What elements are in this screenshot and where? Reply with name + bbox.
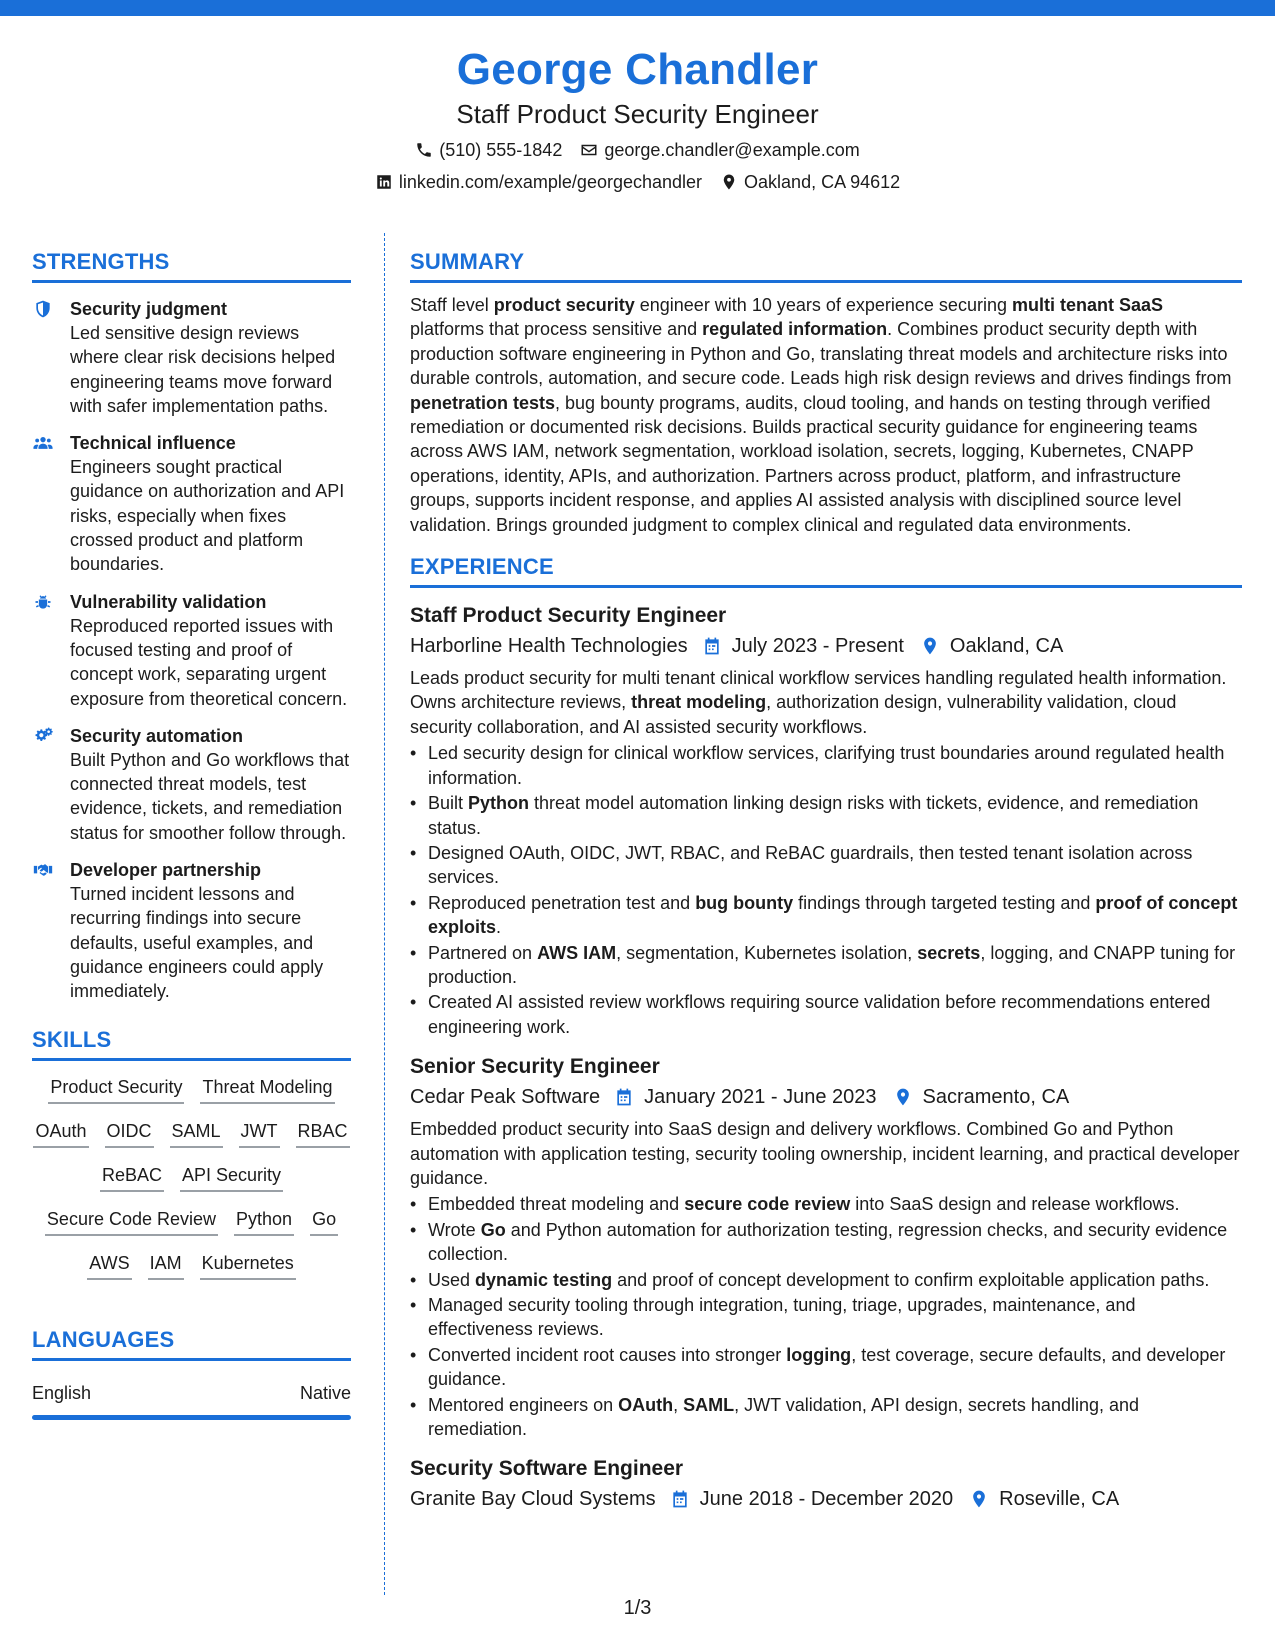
job-bullet: • Partnered on AWS IAM, segmentation, Kubernetes isolation, secrets, logging, and CNAPP tuning for production. — [410, 941, 1242, 990]
users-icon — [32, 433, 54, 453]
email-text: george.chandler@example.com — [604, 140, 860, 160]
bold-text: penetration tests — [410, 392, 556, 413]
candidate-name: George Chandler — [456, 45, 819, 94]
strength-title: Developer partnership — [70, 860, 262, 881]
strength-title: Technical influence — [70, 433, 236, 454]
strength-desc: Reproduced reported issues with focused testing and proof of concept work, separating urgent exposure from theoretical concern. — [70, 615, 348, 709]
bold-text: secrets — [917, 942, 981, 963]
bold-text: product security — [493, 295, 635, 315]
skill-tag: API Security — [180, 1163, 283, 1192]
bug-icon — [32, 590, 70, 711]
job-bullet: • Embedded threat modeling and secure code review into SaaS design and release workflows. — [410, 1192, 1242, 1216]
skill-tag: IAM — [148, 1251, 184, 1280]
map-pin-icon — [920, 636, 940, 656]
top-accent-bar — [0, 0, 1275, 16]
bold-text: logging — [786, 1344, 852, 1365]
bold-text: Go — [480, 1219, 506, 1240]
bold-text: secure code review — [684, 1194, 851, 1215]
calendar-icon — [702, 636, 722, 656]
left-column — [32, 248, 351, 1420]
resume-header — [0, 44, 1275, 194]
skill-row — [87, 1251, 295, 1280]
strength-body — [70, 297, 351, 418]
skills-heading: SKILLS — [32, 1026, 351, 1061]
bold-text: OAuth — [618, 1394, 674, 1415]
job-title: Staff Product Security Engineer — [410, 604, 727, 628]
bold-text: proof of concept exploits — [428, 892, 1238, 938]
job-bullet: • Designed OAuth, OIDC, JWT, RBAC, and ReBAC guardrails, then tested tenant isolation across services. — [410, 841, 1242, 890]
strength-desc: Built Python and Go workflows that connected threat models, test evidence, tickets, and remediation status for smoother follow through. — [70, 749, 350, 843]
job-bullet: • Led security design for clinical workflow services, clarifying trust boundaries around regulated health information. — [410, 741, 1242, 790]
job-meta — [410, 1485, 1242, 1513]
skill-row — [100, 1163, 283, 1192]
gears-icon — [32, 726, 54, 746]
bold-text: threat modeling — [631, 692, 767, 713]
strength-body — [70, 431, 351, 576]
job-bullet: • Created AI assisted review workflows requiring source validation before recommendations entered engineering work. — [410, 990, 1242, 1039]
strength-item — [32, 858, 351, 1003]
job-company: Cedar Peak Software — [410, 1086, 601, 1109]
job-meta — [410, 632, 1242, 660]
job-entry — [410, 1455, 1242, 1513]
map-pin-icon — [720, 173, 738, 191]
job-dates: June 2018 - December 2020 — [699, 1488, 954, 1511]
skills-list — [32, 1075, 351, 1280]
linkedin-item[interactable] — [375, 170, 702, 194]
skill-tag: OIDC — [105, 1119, 154, 1148]
skill-tag: ReBAC — [100, 1163, 164, 1192]
calendar-icon — [670, 1489, 690, 1509]
job-bullet: • Converted incident root causes into stronger logging, test coverage, secure defaults, and developer guidance. — [410, 1343, 1242, 1392]
strength-desc: Turned incident lessons and recurring findings into secure defaults, useful examples, and guidance engineers could apply immediately. — [70, 884, 324, 1002]
job-bullet: • Built Python threat model automation linking design risks with tickets, evidence, and remediation status. — [410, 791, 1242, 840]
job-dates: January 2021 - June 2023 — [644, 1086, 877, 1109]
skill-tag: Python — [234, 1207, 294, 1236]
bold-text: multi tenant SaaS — [1011, 295, 1163, 315]
job-location: Roseville, CA — [999, 1488, 1120, 1511]
language-row — [32, 1381, 351, 1405]
skill-tag: Threat Modeling — [200, 1075, 334, 1104]
phone-item[interactable] — [415, 138, 562, 162]
bold-text: regulated information — [702, 319, 888, 340]
calendar-icon — [614, 1087, 634, 1107]
right-column — [410, 248, 1242, 1513]
shield-icon — [32, 297, 70, 418]
bold-text: Python — [468, 793, 530, 814]
skill-tag: OAuth — [33, 1119, 88, 1148]
handshake-icon — [32, 860, 54, 880]
strength-item — [32, 431, 351, 576]
strength-item — [32, 724, 351, 845]
strength-body — [70, 858, 351, 1003]
job-entry — [410, 602, 1242, 1039]
candidate-title: Staff Product Security Engineer — [456, 99, 819, 129]
phone-icon — [415, 141, 433, 159]
skill-tag: Kubernetes — [200, 1251, 296, 1280]
job-meta — [410, 1083, 1242, 1111]
job-description: Embedded product security into SaaS design and delivery workflows. Combined Go and Python automation with application testing, security tooling ownership, incident learning, and practical developer guidance. — [410, 1119, 1240, 1188]
bold-text: bug bounty — [695, 892, 794, 913]
experience-heading: EXPERIENCE — [410, 553, 1242, 588]
users-icon — [32, 431, 70, 576]
strength-desc: Engineers sought practical guidance on authorization and API risks, especially when fixes crossed product and platform boundaries. — [70, 457, 345, 575]
skill-row — [45, 1207, 338, 1236]
job-location: Sacramento, CA — [922, 1086, 1070, 1109]
page-number: 1/3 — [623, 1597, 652, 1619]
bold-text: AWS IAM — [537, 942, 617, 963]
handshake-icon — [32, 858, 70, 1003]
job-bullets — [410, 1192, 1242, 1441]
bold-text: SAML — [683, 1394, 735, 1415]
skill-tag: AWS — [87, 1251, 131, 1280]
linkedin-icon — [375, 173, 393, 191]
job-bullet: • Managed security tooling through integration, tuning, triage, upgrades, maintenance, and effectiveness reviews. — [410, 1293, 1242, 1342]
job-description: Leads product security for multi tenant clinical workflow services handling regulated health information. Owns architecture reviews, threat modeling, authorization design, vulnerability validation, cloud security collaboration, and AI assisted security workflows. — [410, 668, 1227, 737]
strengths-list — [32, 297, 351, 1004]
linkedin-text: linkedin.com/example/georgechandler — [398, 172, 703, 192]
map-pin-icon — [969, 1489, 989, 1509]
job-entry — [410, 1053, 1242, 1441]
skill-row — [48, 1075, 334, 1104]
skill-tag: JWT — [239, 1119, 280, 1148]
jobs-list — [410, 602, 1242, 1513]
skill-tag: Product Security — [48, 1075, 184, 1104]
job-bullet: • Wrote Go and Python automation for authorization testing, regression checks, and security evidence collection. — [410, 1218, 1242, 1267]
shield-icon — [32, 299, 54, 319]
envelope-icon — [580, 141, 598, 159]
strengths-heading: STRENGTHS — [32, 248, 351, 283]
phone-text: (510) 555-1842 — [439, 140, 563, 160]
summary-text: Staff level product security engineer with 10 years of experience securing multi tenant SaaS platforms that process sensitive and regulated information. Combines product security depth with production software engineering in Python and Go, translating threat models and architecture risks into durable controls, automation, and secure code. Leads high risk design reviews and drives findings from penetration tests, bug bounty programs, audits, cloud tooling, and hands on testing through verified remediation or documented risk decisions. Builds practical security guidance for engineering teams across AWS IAM, network segmentation, workload isolation, secrets, logging, Kubernetes, CNAPP operations, identity, APIs, and authorization. Partners across product, platform, and infrastructure groups, supports incident response, and applies AI assisted analysis with disciplined source level validation. Brings grounded judgment to complex clinical and regulated data environments. — [410, 295, 1232, 535]
strength-desc: Led sensitive design reviews where clear risk decisions helped engineering teams move forward with safer implementation paths. — [70, 323, 336, 416]
strength-item — [32, 297, 351, 418]
language-proficiency-bar — [32, 1415, 351, 1420]
strength-title: Security automation — [70, 725, 244, 746]
skill-tag: SAML — [170, 1119, 223, 1148]
job-dates: July 2023 - Present — [731, 635, 904, 658]
job-bullet: • Used dynamic testing and proof of concept development to confirm exploitable application paths. — [410, 1268, 1242, 1292]
column-divider — [384, 233, 385, 1595]
job-company: Granite Bay Cloud Systems — [410, 1488, 656, 1511]
languages-list — [32, 1381, 351, 1420]
strength-item — [32, 590, 351, 711]
job-title: Senior Security Engineer — [410, 1055, 660, 1079]
language-level: Native — [299, 1382, 351, 1403]
strength-body — [70, 724, 351, 845]
job-bullet: • Reproduced penetration test and bug bounty findings through targeted testing and proof of concept exploits. — [410, 891, 1242, 940]
email-item[interactable] — [580, 138, 859, 162]
gears-icon — [32, 724, 70, 845]
skill-tag: Secure Code Review — [45, 1207, 218, 1236]
job-title: Security Software Engineer — [410, 1457, 684, 1481]
location-item — [720, 170, 900, 194]
languages-heading: LANGUAGES — [32, 1326, 351, 1361]
bold-text: dynamic testing — [475, 1269, 613, 1290]
contact-row-1 — [0, 138, 1275, 162]
job-bullet: • Mentored engineers on OAuth, SAML, JWT validation, API design, secrets handling, and remediation. — [410, 1393, 1242, 1442]
skill-row — [33, 1119, 349, 1148]
strength-title: Security judgment — [70, 299, 228, 319]
summary-heading: SUMMARY — [410, 248, 1242, 283]
skill-tag: RBAC — [296, 1119, 350, 1148]
contact-row-2 — [0, 170, 1275, 194]
job-company: Harborline Health Technologies — [410, 635, 688, 658]
strength-title: Vulnerability validation — [70, 591, 267, 612]
map-pin-icon — [893, 1087, 913, 1107]
location-text: Oakland, CA 94612 — [744, 172, 901, 192]
job-bullets — [410, 741, 1242, 1039]
language-name: English — [32, 1382, 92, 1403]
strength-body — [70, 590, 351, 711]
job-location: Oakland, CA — [949, 635, 1064, 658]
bug-icon — [32, 592, 54, 612]
skill-tag: Go — [310, 1207, 338, 1236]
